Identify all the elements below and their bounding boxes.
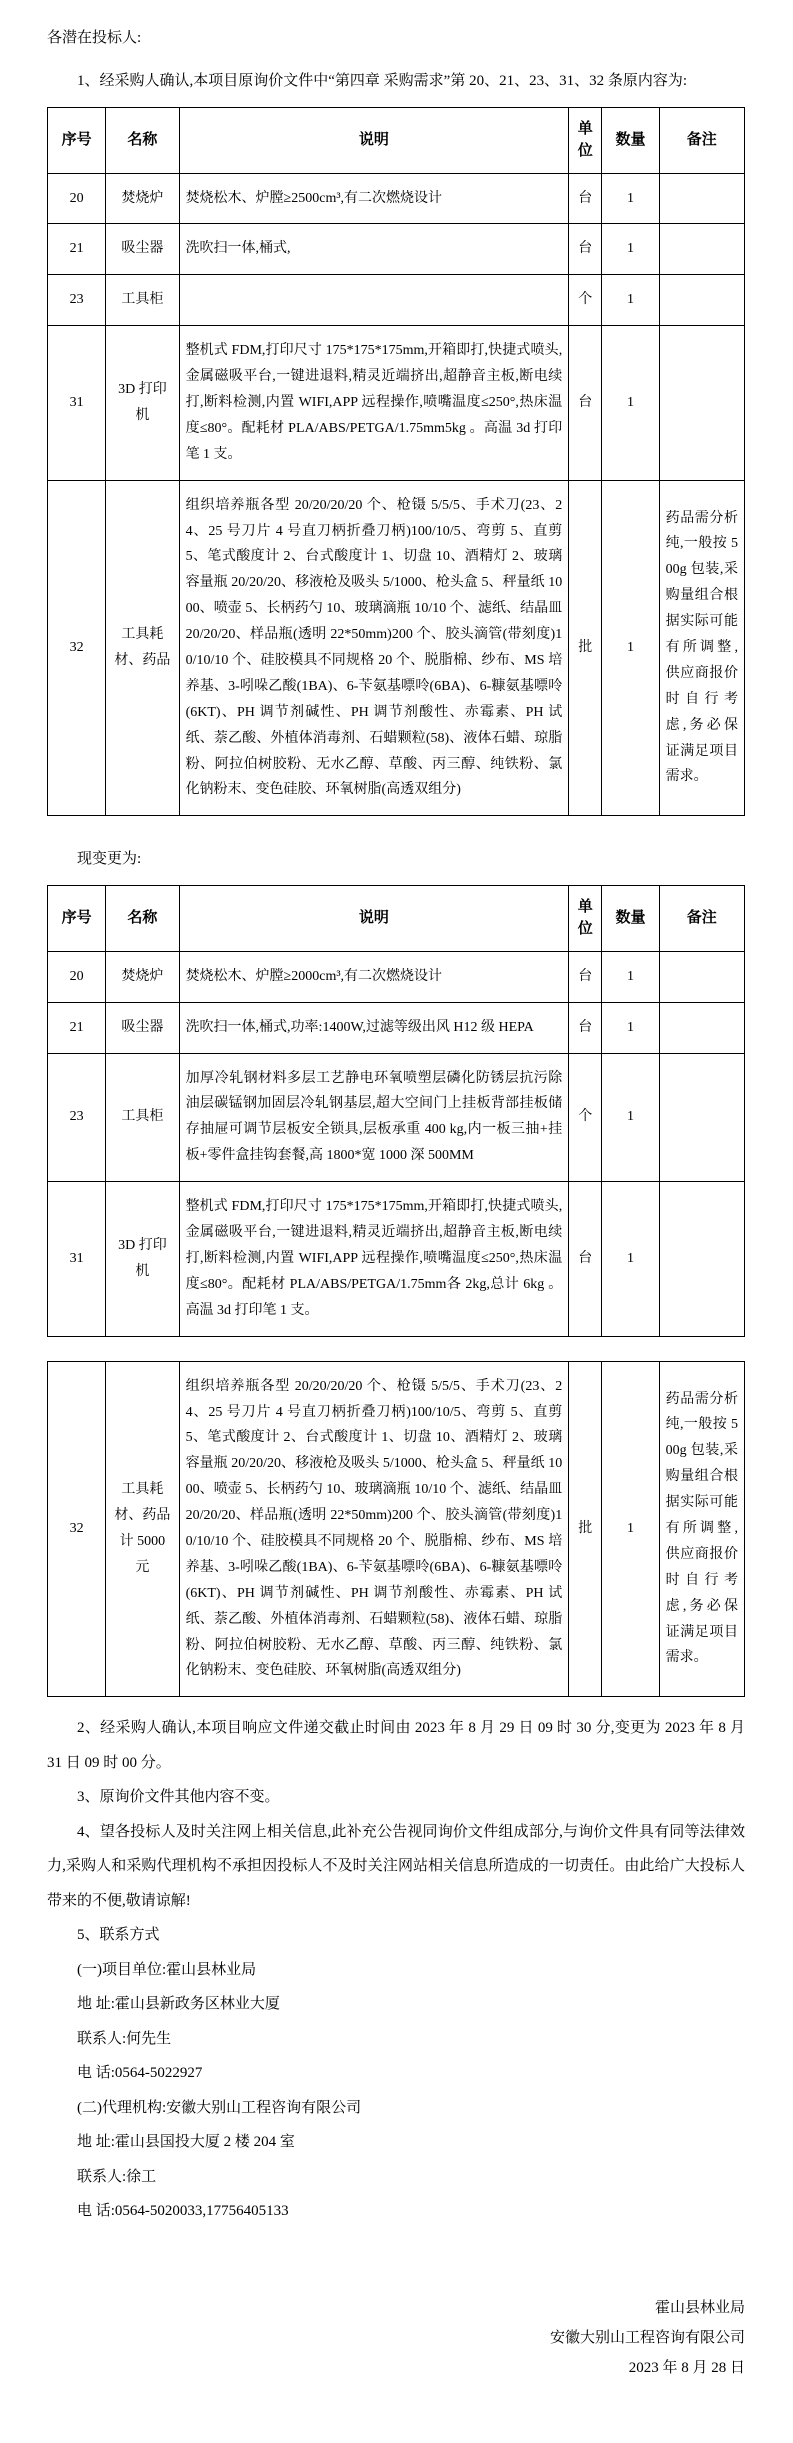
- cell-note: [659, 326, 744, 480]
- cell-desc: 焚烧松木、炉膛≥2000cm³,有二次燃烧设计: [179, 951, 569, 1002]
- cell-no: 23: [48, 275, 106, 326]
- paragraph-1: 1、经采购人确认,本项目原询价文件中“第四章 采购需求”第 20、21、23、31、32 条原内容为:: [77, 73, 687, 89]
- cell-note: [659, 224, 744, 275]
- project-unit-phone: 电 话:0564-5022927: [77, 2065, 203, 2082]
- salutation: 各潜在投标人:: [47, 30, 142, 46]
- change-label: 现变更为:: [77, 851, 142, 868]
- column-header: 备注: [659, 107, 744, 173]
- column-header: 数量: [602, 885, 659, 951]
- cell-name: 吸尘器: [106, 1002, 179, 1053]
- cell-desc: 焚烧松木、炉膛≥2500cm³,有二次燃烧设计: [179, 173, 569, 224]
- paragraph-4: 4、望各投标人及时关注网上相关信息,此补充公告视同询价文件组成部分,与询价文件具有同等法律效力,采购人和采购代理机构不承担因投标人不及时关注网站相关信息所造成的一切责任。由此给广大投标人带来的不便,敬请谅解!: [47, 1823, 745, 1909]
- cell-no: 32: [48, 480, 106, 816]
- signature-date: 2023 年 8 月 28 日: [628, 2359, 745, 2376]
- changed-requirements-table-item32: [47, 1361, 745, 1698]
- cell-desc: 整机式 FDM,打印尺寸 175*175*175mm,开箱即打,快捷式喷头,金属磁吸平台,一键进退料,精灵近端挤出,超静音主板,断电续打,断料检测,内置 WIFI,APP 远程操作,喷嘴温度≤250°,热床温度≤80°。配耗材 PLA/ABS/PETGA/1.75mm各 2kg,总计 6kg 。高温 3d 打印笔 1 支。: [179, 1182, 569, 1336]
- cell-unit: 台: [569, 1002, 602, 1053]
- table-row: [48, 275, 745, 326]
- cell-no: 31: [48, 1182, 106, 1336]
- cell-unit: 台: [569, 1182, 602, 1336]
- signature-org-2: 安徽大别山工程咨询有限公司: [549, 2329, 745, 2346]
- changed-requirements-table: [47, 885, 745, 1337]
- agency-phone: 电 话:0564-5020033,17756405133: [77, 2203, 289, 2220]
- table-row: [48, 224, 745, 275]
- agency-line: (二)代理机构:安徽大别山工程咨询有限公司: [77, 2099, 362, 2116]
- paragraph-2: 2、经采购人确认,本项目响应文件递交截止时间由 2023 年 8 月 29 日 09 时 30 分,变更为 2023 年 8 月 31 日 09 时 00 分。: [47, 1720, 745, 1771]
- cell-no: 20: [48, 173, 106, 224]
- cell-note: [659, 951, 744, 1002]
- cell-desc: 组织培养瓶各型 20/20/20/20 个、枪镊 5/5/5、手术刀(23、24、25 号刀片 4 号直刀柄折叠刀柄)100/10/5、弯剪 5、直剪 5、笔式酸度计 2、台式酸度计 1、切盘 10、酒精灯 2、玻璃容量瓶 20/20/20、移液枪及吸头 5/1000、枪头盒 5、秤量纸 1000、喷壶 5、长柄药勺 10、玻璃滴瓶 10/10 个、滤纸、结晶皿 20/20/20、样品瓶(透明 22*50mm)200 个、胶头滴管(带刻度)10/10/10 个、硅胶模具不同规格 20 个、脱脂棉、纱布、MS 培养基、3-吲哚乙酸(1BA)、6-苄氨基嘌呤(6BA)、6-糠氨基嘌呤(6KT)、PH 调节剂碱性、PH 调节剂酸性、赤霉素、PH 试纸、萘乙酸、外植体消毒剂、石蜡颗粒(58)、液体石蜡、琼脂粉、阿拉伯树胶粉、无水乙醇、草酸、丙三醇、纯铁粉、氯化钠粉末、变色硅胶、环氧树脂(高透双组分): [179, 480, 569, 816]
- cell-note: 药品需分析纯,一般按 500g 包装,采购量组合根据实际可能有所调整,供应商报价时自行考虑,务必保证满足项目需求。: [659, 480, 744, 816]
- cell-unit: 个: [569, 275, 602, 326]
- cell-desc: 洗吹扫一体,桶式,: [179, 224, 569, 275]
- cell-unit: 批: [569, 480, 602, 816]
- cell-name: 工具耗材、药品 计 5000 元: [106, 1361, 179, 1697]
- table-row: [48, 951, 745, 1002]
- table-row: [48, 173, 745, 224]
- signature-org-1: 霍山县林业局: [654, 2299, 745, 2316]
- notice-paragraphs: [47, 1711, 745, 2229]
- cell-qty: 1: [602, 1182, 659, 1336]
- cell-unit: 台: [569, 224, 602, 275]
- cell-name: 焚烧炉: [106, 173, 179, 224]
- project-unit-address: 地 址:霍山县新政务区林业大厦: [77, 1996, 280, 2013]
- column-header: 单位: [569, 885, 602, 951]
- column-header: 序号: [48, 885, 106, 951]
- cell-qty: 1: [602, 326, 659, 480]
- column-header: 备注: [659, 885, 744, 951]
- cell-name: 吸尘器: [106, 224, 179, 275]
- cell-no: 21: [48, 1002, 106, 1053]
- cell-desc: 洗吹扫一体,桶式,功率:1400W,过滤等级出风 H12 级 HEPA: [179, 1002, 569, 1053]
- table-row: [48, 1182, 745, 1336]
- table-row: [48, 1053, 745, 1182]
- column-header: 名称: [106, 885, 179, 951]
- cell-qty: 1: [602, 1361, 659, 1697]
- cell-qty: 1: [602, 173, 659, 224]
- cell-qty: 1: [602, 951, 659, 1002]
- cell-unit: 台: [569, 173, 602, 224]
- signature-block: [47, 2293, 745, 2383]
- project-unit-contact-person: 联系人:何先生: [77, 2030, 172, 2047]
- cell-note: [659, 1182, 744, 1336]
- column-header: 单位: [569, 107, 602, 173]
- cell-no: 20: [48, 951, 106, 1002]
- cell-no: 32: [48, 1361, 106, 1697]
- cell-note: [659, 1002, 744, 1053]
- column-header: 说明: [179, 107, 569, 173]
- agency-address: 地 址:霍山县国投大厦 2 楼 204 室: [77, 2134, 295, 2151]
- cell-name: 工具柜: [106, 275, 179, 326]
- cell-qty: 1: [602, 1053, 659, 1182]
- paragraph-5-heading: 5、联系方式: [77, 1927, 160, 1944]
- table-row: [48, 326, 745, 480]
- cell-desc: 组织培养瓶各型 20/20/20/20 个、枪镊 5/5/5、手术刀(23、24、25 号刀片 4 号直刀柄折叠刀柄)100/10/5、弯剪 5、直剪 5、笔式酸度计 2、台式酸度计 1、切盘 10、酒精灯 2、玻璃容量瓶 20/20/20、移液枪及吸头 5/1000、枪头盒 5、秤量纸 1000、喷壶 5、长柄药勺 10、玻璃滴瓶 10/10 个、滤纸、结晶皿 20/20/20、样品瓶(透明 22*50mm)200 个、胶头滴管(带刻度)10/10/10 个、硅胶模具不同规格 20 个、脱脂棉、纱布、MS 培养基、3-吲哚乙酸(1BA)、6-苄氨基嘌呤(6BA)、6-糠氨基嘌呤(6KT)、PH 调节剂碱性、PH 调节剂酸性、赤霉素、PH 试纸、萘乙酸、外植体消毒剂、石蜡颗粒(58)、液体石蜡、琼脂粉、阿拉伯树胶粉、无水乙醇、草酸、丙三醇、纯铁粉、氯化钠粉末、变色硅胶、环氧树脂(高透双组分): [179, 1361, 569, 1697]
- cell-qty: 1: [602, 480, 659, 816]
- column-header: 说明: [179, 885, 569, 951]
- project-unit-line: (一)项目单位:霍山县林业局: [77, 1961, 257, 1978]
- cell-name: 3D 打印机: [106, 1182, 179, 1336]
- cell-note: [659, 1053, 744, 1182]
- column-header: 名称: [106, 107, 179, 173]
- column-header: 数量: [602, 107, 659, 173]
- cell-note: [659, 275, 744, 326]
- column-header: 序号: [48, 107, 106, 173]
- cell-name: 焚烧炉: [106, 951, 179, 1002]
- cell-unit: 批: [569, 1361, 602, 1697]
- cell-qty: 1: [602, 1002, 659, 1053]
- cell-unit: 台: [569, 951, 602, 1002]
- cell-unit: 台: [569, 326, 602, 480]
- table-row: [48, 480, 745, 816]
- cell-qty: 1: [602, 224, 659, 275]
- paragraph-3: 3、原询价文件其他内容不变。: [77, 1789, 280, 1806]
- table-row: [48, 1002, 745, 1053]
- cell-name: 3D 打印机: [106, 326, 179, 480]
- cell-note: 药品需分析纯,一般按 500g 包装,采购量组合根据实际可能有所调整,供应商报价时自行考虑,务必保证满足项目需求。: [659, 1361, 744, 1697]
- cell-desc: 加厚冷轧钢材料多层工艺静电环氧喷塑层磷化防锈层抗污除油层碳锰钢加固层冷轧钢基层,超大空间门上挂板背部挂板储存抽屉可调节层板安全锁具,层板承重 400 kg,内一板三抽+挂板+零件盒挂钩套餐,高 1800*宽 1000 深 500MM: [179, 1053, 569, 1182]
- cell-desc: 整机式 FDM,打印尺寸 175*175*175mm,开箱即打,快捷式喷头,金属磁吸平台,一键进退料,精灵近端挤出,超静音主板,断电续打,断料检测,内置 WIFI,APP 远程操作,喷嘴温度≤250°,热床温度≤80°。配耗材 PLA/ABS/PETGA/1.75mm5kg 。高温 3d 打印笔 1 支。: [179, 326, 569, 480]
- cell-name: 工具柜: [106, 1053, 179, 1182]
- cell-unit: 个: [569, 1053, 602, 1182]
- cell-no: 31: [48, 326, 106, 480]
- cell-desc: [179, 275, 569, 326]
- cell-no: 23: [48, 1053, 106, 1182]
- original-requirements-table: [47, 107, 745, 817]
- cell-qty: 1: [602, 275, 659, 326]
- cell-no: 21: [48, 224, 106, 275]
- cell-note: [659, 173, 744, 224]
- table-row: [48, 1361, 745, 1697]
- agency-contact-person: 联系人:徐工: [77, 2168, 157, 2185]
- cell-name: 工具耗材、药品: [106, 480, 179, 816]
